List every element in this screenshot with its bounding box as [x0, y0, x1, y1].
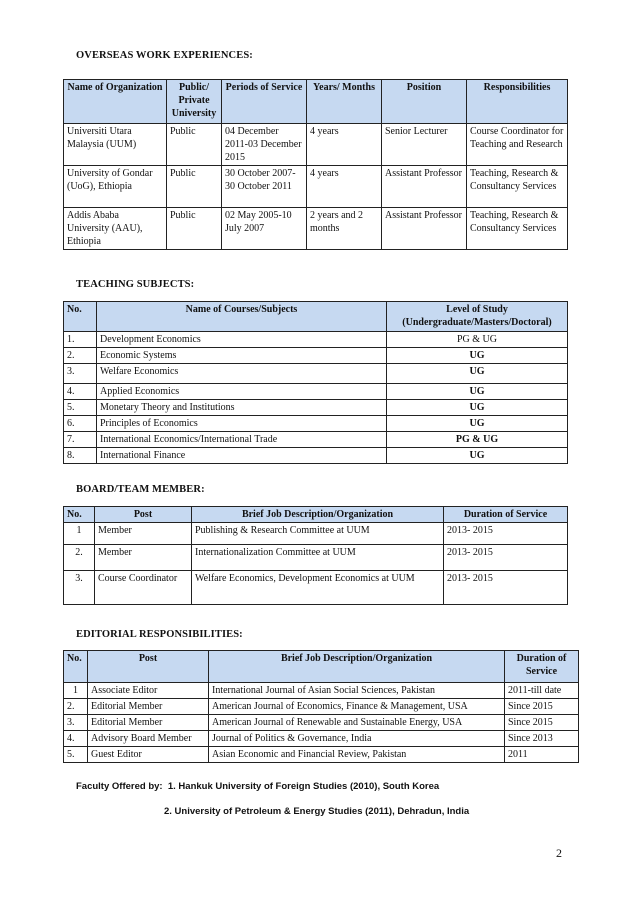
- faculty-offered-line1: [76, 781, 439, 792]
- table-cell: UG: [387, 348, 568, 364]
- table-cell: 8.: [64, 448, 97, 464]
- faculty-offered-item: 2. University of Petroleum & Energy Studies (2011), Dehradun, India: [164, 806, 470, 817]
- table-cell: Development Economics: [97, 332, 387, 348]
- table-cell: Publishing & Research Committee at UUM: [192, 523, 444, 545]
- table-cell: 1.: [64, 332, 97, 348]
- header-cell: Duration of Service: [505, 651, 579, 683]
- header-cell: Duration of Service: [444, 507, 568, 523]
- table-cell: Editorial Member: [88, 699, 209, 715]
- table-cell: Principles of Economics: [97, 416, 387, 432]
- header-cell: Public/ Private University: [167, 80, 222, 124]
- table-row: [64, 571, 568, 605]
- table-cell: 3.: [64, 364, 97, 384]
- table-cell: Asian Economic and Financial Review, Pakistan: [209, 747, 505, 763]
- header-cell: Brief Job Description/Organization: [192, 507, 444, 523]
- header-cell: Periods of Service: [222, 80, 307, 124]
- table-row: [64, 523, 568, 545]
- overseas-heading: OVERSEAS WORK EXPERIENCES:: [76, 50, 253, 61]
- header-cell: Position: [382, 80, 467, 124]
- table-row: [64, 400, 568, 416]
- board-header-row: [64, 507, 568, 523]
- header-cell: Years/ Months: [307, 80, 382, 124]
- header-cell: Name of Organization: [64, 80, 167, 124]
- table-cell: 2011: [505, 747, 579, 763]
- table-cell: 04 December 2011-03 December 2015: [222, 124, 307, 166]
- table-cell: UG: [387, 416, 568, 432]
- header-cell: Level of Study (Undergraduate/Masters/Doctoral): [387, 302, 568, 332]
- table-cell: 2.: [64, 348, 97, 364]
- editorial-table: [63, 650, 579, 763]
- table-cell: Assistant Professor: [382, 166, 467, 208]
- table-cell: 30 October 2007-30 October 2011: [222, 166, 307, 208]
- table-cell: Monetary Theory and Institutions: [97, 400, 387, 416]
- table-cell: American Journal of Renewable and Sustainable Energy, USA: [209, 715, 505, 731]
- table-cell: Public: [167, 124, 222, 166]
- table-cell: Editorial Member: [88, 715, 209, 731]
- table-cell: International Journal of Asian Social Sciences, Pakistan: [209, 683, 505, 699]
- table-cell: Public: [167, 166, 222, 208]
- faculty-offered-label: Faculty Offered by:: [76, 781, 163, 792]
- editorial-header-row: [64, 651, 579, 683]
- table-row: [64, 432, 568, 448]
- table-cell: 7.: [64, 432, 97, 448]
- table-row: [64, 731, 579, 747]
- teaching-table: [63, 301, 568, 464]
- table-cell: International Economics/International Trade: [97, 432, 387, 448]
- table-row: [64, 416, 568, 432]
- table-cell: 2013- 2015: [444, 523, 568, 545]
- table-cell: 1: [64, 523, 95, 545]
- table-row: [64, 384, 568, 400]
- table-cell: Teaching, Research & Consultancy Services: [467, 208, 568, 250]
- overseas-header-row: [64, 80, 568, 124]
- table-cell: PG & UG: [387, 432, 568, 448]
- table-cell: UG: [387, 364, 568, 384]
- table-cell: University of Gondar (UoG), Ethiopia: [64, 166, 167, 208]
- overseas-table: [63, 79, 568, 250]
- table-row: [64, 332, 568, 348]
- table-cell: PG & UG: [387, 332, 568, 348]
- table-cell: Public: [167, 208, 222, 250]
- table-cell: 2.: [64, 545, 95, 571]
- table-cell: 5.: [64, 400, 97, 416]
- table-cell: 2013- 2015: [444, 571, 568, 605]
- table-row: [64, 124, 568, 166]
- table-row: [64, 699, 579, 715]
- table-cell: Member: [95, 545, 192, 571]
- table-cell: Course Coordinator: [95, 571, 192, 605]
- table-cell: 5.: [64, 747, 88, 763]
- table-cell: Welfare Economics: [97, 364, 387, 384]
- teaching-header-row: [64, 302, 568, 332]
- table-cell: Associate Editor: [88, 683, 209, 699]
- table-cell: UG: [387, 448, 568, 464]
- table-row: [64, 715, 579, 731]
- editorial-heading: EDITORIAL RESPONSIBILITIES:: [76, 629, 243, 640]
- table-cell: Assistant Professor: [382, 208, 467, 250]
- header-cell: Name of Courses/Subjects: [97, 302, 387, 332]
- table-cell: UG: [387, 400, 568, 416]
- table-cell: Advisory Board Member: [88, 731, 209, 747]
- board-table: [63, 506, 568, 605]
- table-cell: Journal of Politics & Governance, India: [209, 731, 505, 747]
- header-cell: Post: [95, 507, 192, 523]
- table-cell: 2013- 2015: [444, 545, 568, 571]
- table-row: [64, 683, 579, 699]
- table-cell: Addis Ababa University (AAU), Ethiopia: [64, 208, 167, 250]
- table-row: [64, 364, 568, 384]
- table-cell: 4 years: [307, 166, 382, 208]
- table-cell: International Finance: [97, 448, 387, 464]
- table-cell: 02 May 2005-10 July 2007: [222, 208, 307, 250]
- table-cell: Internationalization Committee at UUM: [192, 545, 444, 571]
- table-row: [64, 545, 568, 571]
- table-cell: 1: [64, 683, 88, 699]
- table-cell: Universiti Utara Malaysia (UUM): [64, 124, 167, 166]
- table-cell: Senior Lecturer: [382, 124, 467, 166]
- header-cell: Brief Job Description/Organization: [209, 651, 505, 683]
- board-heading: BOARD/TEAM MEMBER:: [76, 484, 205, 495]
- table-row: [64, 166, 568, 208]
- table-cell: 2011-till date: [505, 683, 579, 699]
- table-cell: Course Coordinator for Teaching and Research: [467, 124, 568, 166]
- table-cell: Since 2015: [505, 699, 579, 715]
- table-cell: Teaching, Research & Consultancy Services: [467, 166, 568, 208]
- table-cell: Since 2015: [505, 715, 579, 731]
- table-cell: 6.: [64, 416, 97, 432]
- table-cell: 3.: [64, 571, 95, 605]
- table-row: [64, 747, 579, 763]
- table-cell: 4.: [64, 384, 97, 400]
- table-cell: UG: [387, 384, 568, 400]
- table-cell: Guest Editor: [88, 747, 209, 763]
- table-cell: Member: [95, 523, 192, 545]
- page-number: 2: [556, 846, 562, 860]
- table-cell: 4.: [64, 731, 88, 747]
- table-cell: Welfare Economics, Development Economics at UUM: [192, 571, 444, 605]
- header-cell: Post: [88, 651, 209, 683]
- table-cell: 4 years: [307, 124, 382, 166]
- header-cell: No.: [64, 507, 95, 523]
- table-cell: 2.: [64, 699, 88, 715]
- table-row: [64, 448, 568, 464]
- faculty-offered-item: 1. Hankuk University of Foreign Studies (2010), South Korea: [167, 781, 440, 792]
- header-cell: Responsibilities: [467, 80, 568, 124]
- table-row: [64, 208, 568, 250]
- table-cell: American Journal of Economics, Finance & Management, USA: [209, 699, 505, 715]
- table-cell: 2 years and 2 months: [307, 208, 382, 250]
- table-cell: 3.: [64, 715, 88, 731]
- header-cell: No.: [64, 302, 97, 332]
- table-cell: Since 2013: [505, 731, 579, 747]
- header-cell: No.: [64, 651, 88, 683]
- table-cell: Economic Systems: [97, 348, 387, 364]
- teaching-heading: TEACHING SUBJECTS:: [76, 279, 195, 290]
- table-row: [64, 348, 568, 364]
- table-cell: Applied Economics: [97, 384, 387, 400]
